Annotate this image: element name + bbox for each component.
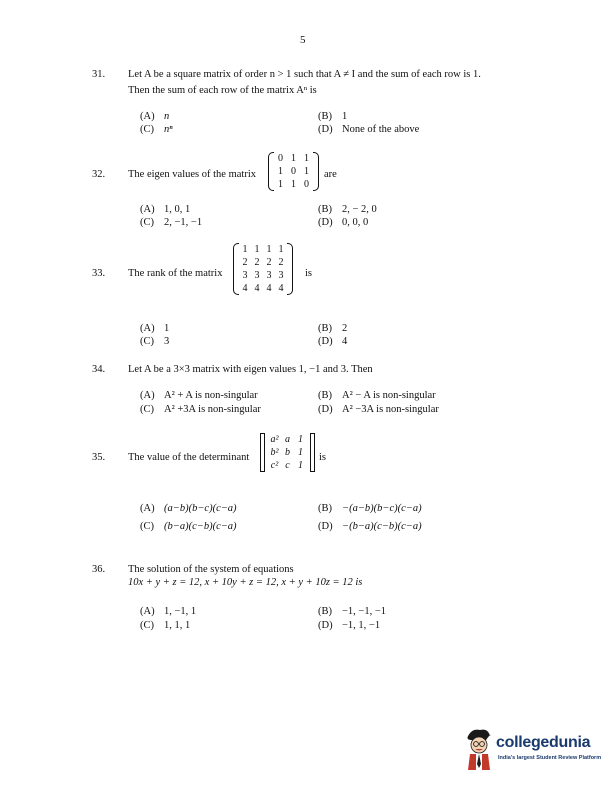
matrix-cell: 1: [242, 244, 248, 255]
question-32-option-d[interactable]: (D) 0, 0, 0: [318, 217, 369, 228]
question-32-option-c[interactable]: (C) 2, −1, −1: [140, 217, 203, 228]
matrix-cell: 3: [278, 270, 284, 281]
matrix-cell: 3: [254, 270, 260, 281]
student-mascot-icon: [462, 726, 496, 772]
question-32-option-a[interactable]: (A) 1, 0, 1: [140, 204, 191, 215]
question-32-text-after: are: [324, 169, 337, 180]
matrix-cell: 1: [254, 244, 260, 255]
question-34-number: 34.: [92, 364, 106, 375]
matrix-cell: 2: [254, 257, 260, 268]
determinant-left-bracket: [260, 433, 265, 472]
matrix-left-paren: [233, 243, 239, 295]
matrix-cell: a²: [270, 434, 279, 445]
question-36-option-a[interactable]: (A) 1, −1, 1: [140, 606, 197, 617]
matrix-cell: 1: [278, 179, 283, 190]
matrix-cell: 4: [254, 283, 260, 294]
matrix-cell: 4: [266, 283, 272, 294]
question-35-text-after: is: [319, 452, 327, 463]
question-35-number: 35.: [92, 452, 106, 463]
matrix-cell: 1: [298, 434, 303, 445]
matrix-cell: 1: [298, 447, 303, 458]
question-32-matrix: [274, 152, 313, 191]
question-36-text-line-2: 10x + y + z = 12, x + 10y + z = 12, x + y + 10z = 12 is: [128, 577, 363, 588]
question-36-text-line-1: The solution of the system of equations: [128, 564, 294, 575]
question-33-number: 33.: [92, 268, 106, 279]
matrix-cell: b: [285, 447, 290, 458]
matrix-left-paren: [268, 152, 274, 191]
matrix-cell: 3: [242, 270, 248, 281]
matrix-cell: c²: [270, 460, 279, 471]
matrix-cell: b²: [270, 447, 279, 458]
matrix-cell: 2: [266, 257, 272, 268]
question-35-determinant: [268, 433, 307, 472]
question-34-option-a[interactable]: (A) A² + A is non-singular: [140, 390, 258, 401]
matrix-cell: 1: [291, 179, 296, 190]
question-33-text: The rank of the matrix: [128, 268, 223, 279]
collegedunia-logo[interactable]: [462, 726, 602, 776]
logo-wordmark: collegedunia: [496, 734, 591, 751]
question-32-text: The eigen values of the matrix: [128, 169, 256, 180]
question-33-matrix: [239, 243, 287, 295]
question-32-number: 32.: [92, 169, 106, 180]
question-33-option-d[interactable]: (D) 4: [318, 336, 348, 347]
question-34-option-b[interactable]: (B) A² − A is non-singular: [318, 390, 436, 401]
matrix-cell: a: [285, 434, 290, 445]
question-34-text: Let A be a 3×3 matrix with eigen values 1, −1 and 3. Then: [128, 364, 373, 375]
question-35-option-c[interactable]: (C) (b−a)(c−b)(c−a): [140, 521, 237, 532]
matrix-right-paren: [313, 152, 319, 191]
matrix-cell: 4: [242, 283, 248, 294]
question-36-option-d[interactable]: (D) −1, 1, −1: [318, 620, 381, 631]
matrix-cell: 1: [291, 153, 296, 164]
question-31-text-line-1: Let A be a square matrix of order n > 1 such that A ≠ I and the sum of each row is 1.: [128, 69, 481, 80]
matrix-cell: 2: [242, 257, 248, 268]
matrix-right-paren: [287, 243, 293, 295]
logo-tagline: India's largest Student Review Platform: [498, 755, 602, 761]
matrix-cell: 4: [278, 283, 284, 294]
page-number: 5: [300, 34, 306, 46]
determinant-right-bracket: [310, 433, 315, 472]
matrix-cell: 1: [304, 153, 309, 164]
matrix-cell: 1: [278, 166, 283, 177]
question-35-option-a[interactable]: (A) (a−b)(b−c)(c−a): [140, 503, 237, 514]
question-36-option-c[interactable]: (C) 1, 1, 1: [140, 620, 191, 631]
question-33-option-a[interactable]: (A) 1: [140, 323, 170, 334]
question-33-option-b[interactable]: (B) 2: [318, 323, 348, 334]
question-35-option-b[interactable]: (B) −(a−b)(b−c)(c−a): [318, 503, 422, 514]
question-35-text: The value of the determinant: [128, 452, 250, 463]
matrix-cell: 1: [266, 244, 272, 255]
matrix-cell: 0: [278, 153, 283, 164]
question-31-option-c[interactable]: (C) nⁿ: [140, 124, 173, 135]
question-31-option-a[interactable]: (A) n: [140, 111, 170, 122]
matrix-cell: 1: [304, 166, 309, 177]
matrix-cell: c: [285, 460, 290, 471]
question-32-option-b[interactable]: (B) 2, − 2, 0: [318, 204, 377, 215]
question-34-option-c[interactable]: (C) A² +3A is non-singular: [140, 404, 261, 415]
matrix-cell: 0: [304, 179, 309, 190]
question-31-option-b[interactable]: (B) 1: [318, 111, 348, 122]
matrix-cell: 2: [278, 257, 284, 268]
question-33-text-after: is: [305, 268, 313, 279]
question-31-option-d[interactable]: (D) None of the above: [318, 124, 420, 135]
matrix-cell: 1: [298, 460, 303, 471]
matrix-cell: 0: [291, 166, 296, 177]
matrix-cell: 3: [266, 270, 272, 281]
question-31-number: 31.: [92, 69, 106, 80]
question-35-option-d[interactable]: (D) −(b−a)(c−b)(c−a): [318, 521, 422, 532]
question-34-option-d[interactable]: (D) A² −3A is non-singular: [318, 404, 439, 415]
matrix-cell: 1: [278, 244, 284, 255]
question-36-option-b[interactable]: (B) −1, −1, −1: [318, 606, 387, 617]
question-31-text-line-2: Then the sum of each row of the matrix Aⁿ is: [128, 85, 317, 96]
question-36-number: 36.: [92, 564, 106, 575]
question-33-option-c[interactable]: (C) 3: [140, 336, 170, 347]
